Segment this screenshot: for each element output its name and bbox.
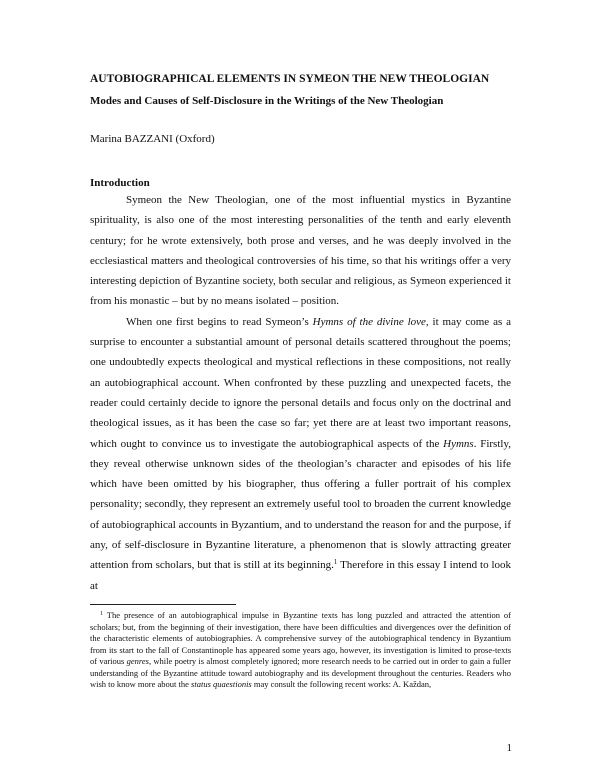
footnote-italic: genres bbox=[126, 656, 149, 666]
footnote-text: The presence of an autobiographical impulse in Byzantine texts has long puzzled and attracted the attention of scholars; but, from the beginning of their investigation, there have been difficulties and divergences over the definition of the characteristic elements of autobiographies. A comprehensive survey of the autobiographical tendency in Byzantium from its start to the fall of Constantinople has appeared some years ago, however, its investigation is limited to prose-texts of various bbox=[90, 610, 511, 666]
body-text bbox=[90, 190, 511, 634]
paragraph-text: , it may come as a surprise to encounter a substantial amount of personal details scattered throughout the poems; one undoubtedly expects theological and mystical reflections in these compositions, not really an autobiographical account. When confronted by these puzzling and unexpected facets, the reader could certainly decide to ignore the personal details and focus only on the doctrinal and theological issues, as it has been the case so far; yet there are at least two important reasons, which ought to convince us to investigate the autobiographical aspects of the bbox=[90, 315, 511, 450]
work-title: Hymns bbox=[443, 437, 474, 450]
footnote-separator bbox=[90, 604, 236, 605]
body-text-viewport bbox=[90, 190, 511, 634]
paragraph-text: When one first begins to read Symeon’s bbox=[126, 315, 313, 328]
paper-title: AUTOBIOGRAPHICAL ELEMENTS IN SYMEON THE NEW THEOLOGIAN bbox=[90, 73, 490, 85]
paragraph-text: Symeon the New Theologian, one of the most influential mystics in Byzantine spirituality, is also one of the most interesting personalities of the tenth and early eleventh century; for he wrote extensively, both prose and verses, and he was deeply involved in the ecclesiastical matters and theological controversies of his time, so that his writings offer a very interesting depiction of Byzantine society, both secular and religious, as Symeon experienced it from his monastic – but by no means isolated – position. bbox=[90, 194, 511, 308]
author-line: Marina BAZZANI (Oxford) bbox=[90, 133, 215, 145]
work-title: Hymns of the divine love bbox=[312, 315, 426, 328]
footnote-text: , while poetry is almost completely ignored; more research needs to be carried out in order to gain a fuller understanding of the Byzantine attitude toward autobiography and its development throughout the centuries. Readers who wish to know more about the bbox=[90, 656, 511, 689]
paragraph bbox=[90, 312, 511, 596]
paragraph bbox=[90, 190, 511, 312]
page-number: 1 bbox=[506, 742, 512, 754]
paper-subtitle: Modes and Causes of Self-Disclosure in the Writings of the New Theologian bbox=[90, 95, 444, 107]
footnote-text: may consult the following recent works: A. Každan, bbox=[251, 679, 432, 689]
footnote-reference[interactable]: 1 bbox=[333, 558, 338, 567]
paragraph-text: Therefore in this essay I intend to look at bbox=[90, 559, 511, 592]
section-heading: Introduction bbox=[90, 177, 150, 189]
footnote-italic: status quaestionis bbox=[191, 679, 252, 689]
paragraph-text: . Firstly, they reveal otherwise unknown sides of the theologian’s character and episodes of his life which have been omitted by his biographer, thus offering a fuller portrait of his complex personality; secondly, they represent an extremely useful tool to broaden the current knowledge of autobiographical accounts in Byzantium, and to understand the reason for and the purpose, if any, of self-disclosure in Byzantine literature, a phenomenon that is slowly attracting greater attention from scholars, but that is still at its beginning. bbox=[90, 437, 511, 572]
footnote bbox=[90, 610, 511, 691]
footnote-number: 1 bbox=[100, 611, 103, 617]
